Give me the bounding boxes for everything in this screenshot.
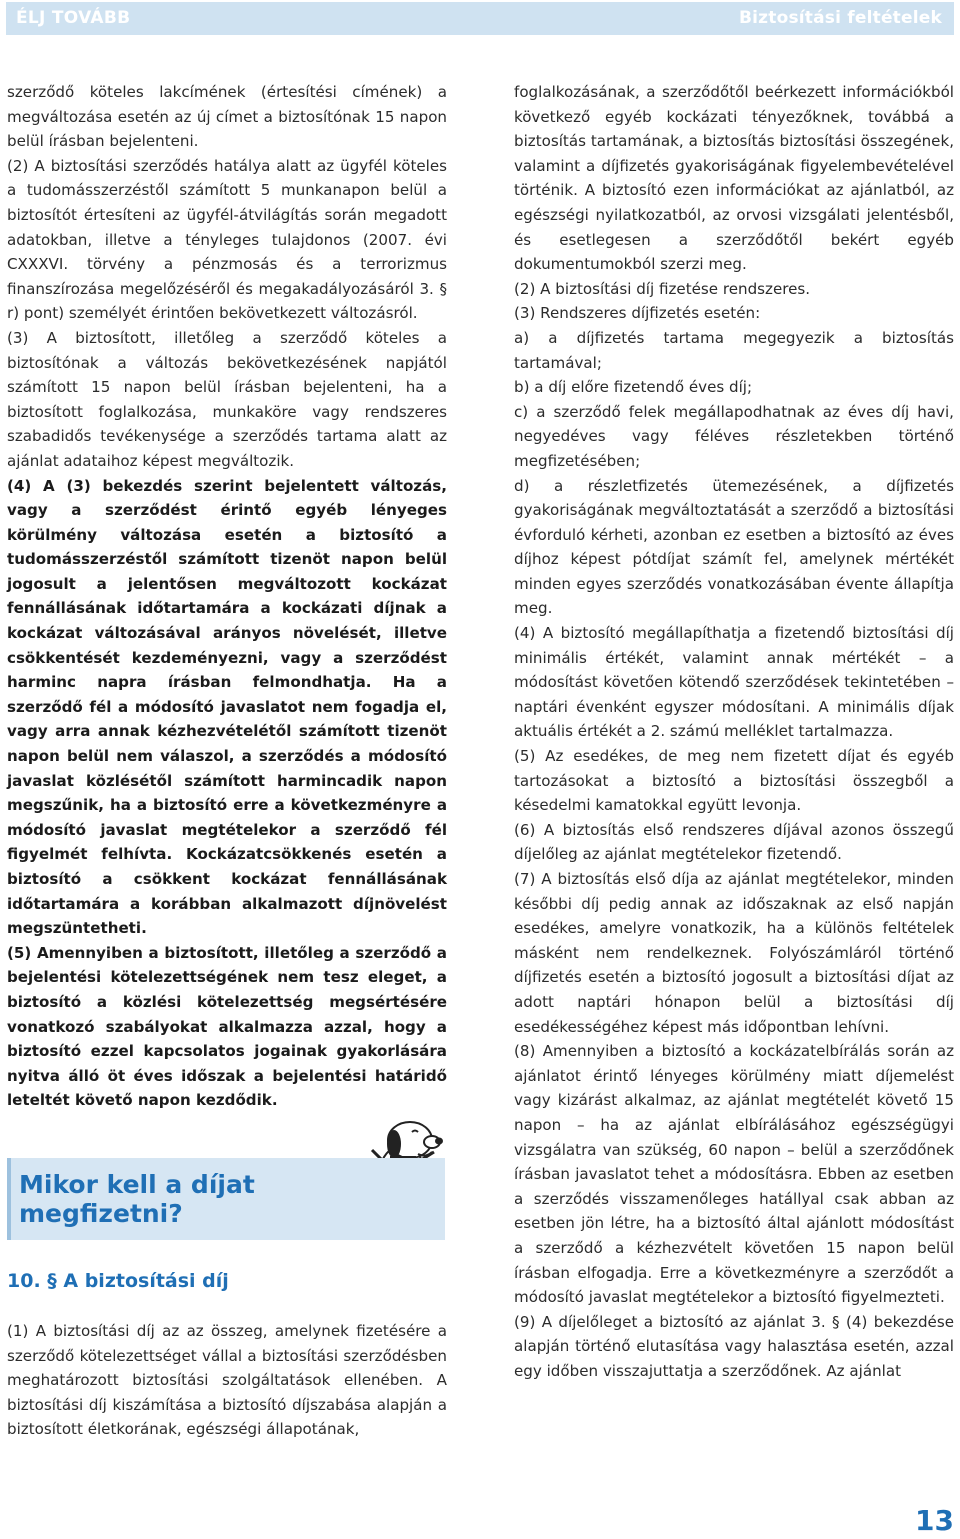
- question-box: [7, 1158, 445, 1240]
- header-section: Biztosítási feltételek: [738, 8, 942, 28]
- paragraph: (4) A biztosító megállapíthatja a fizetendő biztosítási díj minimális értékét, valamint annak mértékét – a módosítást követően kötendő szerződések tekintetében – naptári évenként egyszer módosítani. A minimális díjak aktuális értékét a 2. számú melléklet tartalmazza.: [514, 624, 954, 741]
- paragraph: (2) A biztosítási szerződés hatálya alatt az ügyfél köteles a tudomásszerzéstől számított 5 munkanapon belül a biztosítót értesíteni az ügyfél-átvilágítás során megadott adatokban, illetve a tényleges tulajdonos (2007. évi CXXXVI. törvény a pénzmosás és a terrorizmus finanszírozása megelőzéséről és megakadályozásáról 3. § r) pont) személyét érintően bekövetkezett változásról.: [7, 156, 447, 323]
- section-body: [7, 1319, 447, 1442]
- paragraph-bold: (4) A (3) bekezdés szerint bejelentett változás, vagy a szerződést érintő egyéb lényeges körülmény változása esetén a biztosító a tudomásszerzéstől számított tizenöt napon belül jogosult a jelentősen megváltozott kockázat fennállásának időtartamára a kockázati díjnak a kockázat változásával arányos növelését, illetve csökkentését kezdeményezni, vagy a szerződést harminc napra írásban felmondhatja. Ha a szerződő fél a módosító javaslatot nem fogadja el, vagy arra annak kézhezvételétől számított tizenöt napon belül nem válaszol, a szerződés a módosító javaslat közlésétől számított harmincadik napon megszűnik, ha a biztosító erre a következményre a módosító javaslat megtételekor a szerződő fél figyelmét felhívta. Kockázatcsökkenés esetén a biztosító a csökkent kockázat fennállásának időtartamára a korábban alkalmazott díjnövelést megszüntetheti.: [7, 476, 447, 938]
- paragraph: (8) Amennyiben a biztosító a kockázatelbírálás során az ajánlatot érintő lényeges körülmény miatt díjemelést vagy kizárást alkalmaz, az ajánlat megtételét követő 15 napon – ha az ajánlat elbírálásához egészségügyi vizsgálatra van szükség, 60 napon – belül a szerződőnek írásban javaslatot tehet a módosításra. Ebben az esetben a szerződés visszamenőleges hatállyal csak abban az esetben jön létre, ha a biztosító által ajánlott módosítást a szerződő a kézhezvételt követően 15 napon belül írásban elfogadja. Erre a következményre a szerződőt a módosító javaslat megtételekor a biztosító figyelmezteti.: [514, 1042, 954, 1307]
- list-item: c) a szerződő felek megállapodhatnak az éves díj havi, negyedéves vagy féléves részletekben történő megfizetésében;: [514, 402, 954, 470]
- paragraph-bold: (5) Amennyiben a biztosított, illetőleg a szerződő a bejelentési kötelezettségének nem tesz eleget, a biztosító a közlési kötelezettség megsértésére vonatkozó szabályokat alkalmazza azzal, hogy a biztosító ezzel kapcsolatos jogainak gyakorlására nyitva álló öt éves időszak a bejelentési határidő leteltét követő napon kezdődik.: [7, 943, 447, 1110]
- paragraph: (6) A biztosítás első rendszeres díjával azonos összegű díjelőleg az ajánlat megtételekor fizetendő.: [514, 820, 954, 864]
- paragraph: szerződő köteles lakcímének (értesítési címének) a megváltozása esetén az új címet a biztosítónak 15 napon belül írásban bejelenteni.: [7, 83, 447, 151]
- paragraph: (7) A biztosítás első díja az ajánlat megtételekor, minden későbbi díj pedig annak az időszaknak az első napján esedékes, amelyre vonatkozik, ha a különös feltételek másként nem rendelkeznek. Folyószámláról történő díjfizetés esetén a biztosító jogosult a biztosítási díjat az adott naptári hónapon belül a biztosítási díj esedékességéhez képest más időpontban lehívni.: [514, 870, 954, 1036]
- list-item: d) a részletfizetés ütemezésének, a díjfizetés gyakoriságának megváltoztatását a szerződő a biztosítási évforduló kérheti, azonban ez esetben a biztosító az éves díjhoz képest pótdíjat számít fel, amelynek mértékét minden egyes szerződés vonatkozásában évente állapítja meg.: [514, 476, 954, 618]
- paragraph: (9) A díjelőleget a biztosító az ajánlat 3. § (4) bekezdése alapján történő elutasítása vagy halasztása esetén, azzal egy időben visszajuttatja a szerződőnek. Az ajánlat: [514, 1312, 954, 1380]
- list-item: b) a díj előre fizetendő éves díj;: [514, 378, 753, 397]
- paragraph: (5) Az esedékes, de meg nem fizetett díjat és egyéb tartozásokat a biztosító a biztosítási összegből a késedelmi kamatokkal együtt levonja.: [514, 747, 954, 815]
- left-column: [7, 80, 447, 1113]
- header-brand: ÉLJ TOVÁBB: [16, 8, 131, 28]
- paragraph: foglalkozásának, a szerződőtől beérkezett információkból következő egyéb kockázati tényezőknek, továbbá a biztosítás tartamának, a biztosítás biztosítási összegének, valamint a díjfizetés gyakoriságának figyelembevételével történik. A biztosító ezen információkat az ajánlatból, az egészségi nyilatkozatból, az orvosi vizsgálati jelentésből, és esetlegesen a szerződőtől bekért egyéb dokumentumokból szerzi meg.: [514, 83, 954, 274]
- box-title: Mikor kell a díjat megfizetni?: [19, 1170, 255, 1228]
- paragraph: (3) Rendszeres díjfizetés esetén:: [514, 304, 761, 323]
- page-number: 13: [915, 1504, 954, 1537]
- paragraph: (1) A biztosítási díj az az összeg, amelynek fizetésére a szerződő kötelezettséget vállal a biztosítási szerződésben meghatározott biztosítási szolgáltatások ellenében. A biztosítási díj kiszámítása a biztosító díjszabása alapján a biztosított életkorának, egészségi állapotának,: [7, 1322, 447, 1439]
- right-column: [514, 80, 954, 1383]
- paragraph: (2) A biztosítási díj fizetése rendszeres.: [514, 279, 811, 298]
- page-header: [6, 2, 954, 35]
- section-heading: 10. § A biztosítási díj: [7, 1270, 229, 1292]
- paragraph: (3) A biztosított, illetőleg a szerződő köteles a biztosítónak a változás bekövetkezésének napjától számított 15 napon belül írásban bejelenteni, ha a biztosított foglalkozása, munkaköre vagy rendszeres szabadidős tevékenysége a szerződés tartama alatt az ajánlat adataihoz képest megváltozik.: [7, 328, 447, 470]
- list-item: a) a díjfizetés tartama megegyezik a biztosítás tartamával;: [514, 328, 954, 372]
- box-accent: [7, 1158, 11, 1240]
